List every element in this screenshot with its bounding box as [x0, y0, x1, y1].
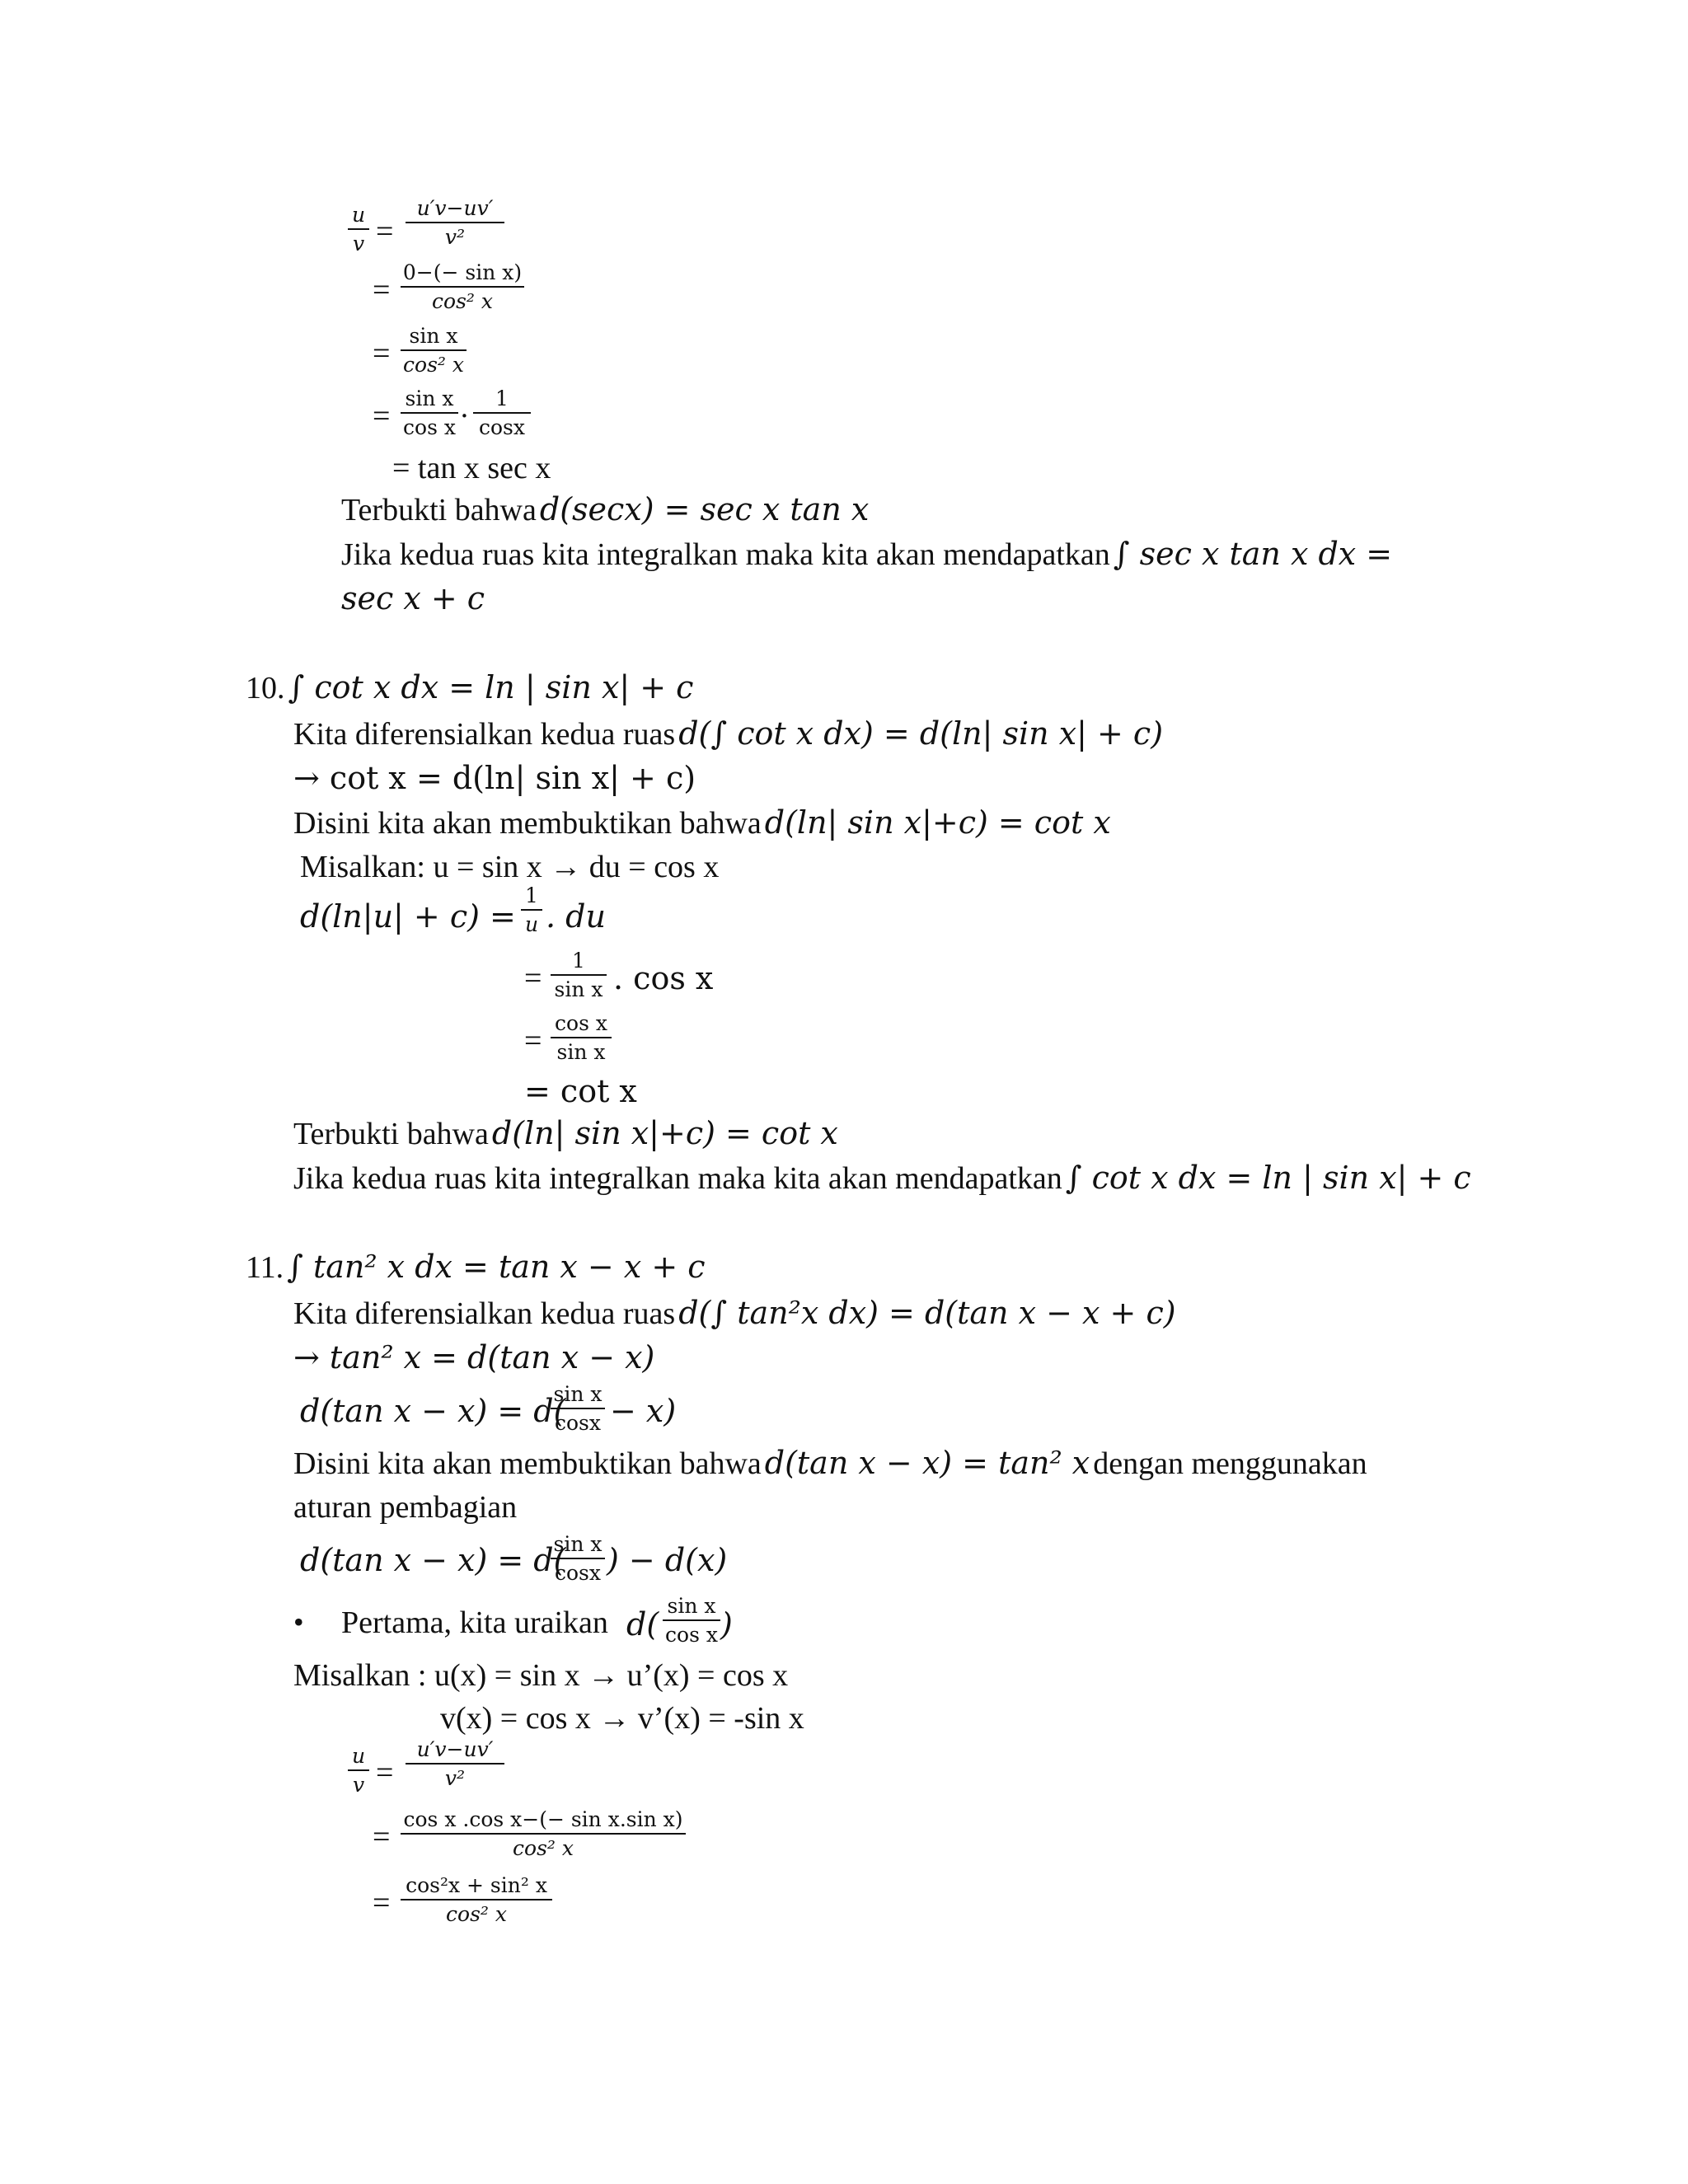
d-tan-split-lhs: d(tan x − x) = d(	[300, 1542, 566, 1578]
step-result: = tan x sec x	[392, 451, 551, 485]
u-symbol: u	[351, 1744, 366, 1768]
prove-line-cont: aturan pembagian	[293, 1490, 518, 1525]
v-symbol: v	[352, 232, 365, 255]
substitution-line: Misalkan : u(x) = sin x → u’(x) = cos x	[293, 1658, 789, 1693]
bullet-text: Pertama, kita uraikan	[341, 1605, 608, 1640]
u-symbol: u	[351, 203, 366, 227]
sin-over-cos-fraction: sin x cosx	[551, 1384, 605, 1433]
bullet-close: )	[720, 1606, 733, 1643]
substitution-line: Misalkan: u = sin x → du = cos x	[300, 850, 720, 884]
v-symbol: v	[352, 1773, 365, 1797]
equals-sign: =	[373, 336, 391, 371]
differentiate-line: Kita diferensialkan kedua ruas d(∫ tan²x dx) = d(tan x − x + c)	[293, 1295, 1176, 1331]
equals-sign: =	[376, 214, 394, 249]
u-over-v-fraction	[348, 1746, 369, 1795]
integral-line: Jika kedua ruas kita integralkan maka kita akan mendapatkan ∫ cot x dx = ln | sin x| + c	[293, 1160, 1471, 1196]
arrow-line: → tan² x = d(tan x − x)	[293, 1339, 655, 1376]
one-over-u-fraction: 1 u	[521, 885, 542, 935]
du-term: . du	[546, 898, 606, 935]
substitution-line-v: v(x) = cos x → v’(x) = -sin x	[440, 1701, 804, 1736]
minus-dx-term: ) − d(x)	[607, 1542, 728, 1578]
step-result: = cot x	[524, 1073, 637, 1109]
proof-line: Terbukti bahwa d(secx) = sec x tan x	[341, 491, 870, 527]
step-fraction: 1 cosx	[473, 388, 531, 438]
equals-sign: =	[524, 961, 542, 996]
quotient-rule-fraction: u′v−uv′ v²	[406, 198, 504, 247]
integral-line: Jika kedua ruas kita integralkan maka kita akan mendapatkan ∫ sec x tan x dx =	[341, 536, 1393, 572]
item-11-heading: 11. ∫ tan² x dx = tan x − x + c	[246, 1249, 706, 1285]
proof-line: Terbukti bahwa d(ln| sin x|+c) = cot x	[293, 1115, 838, 1151]
equals-sign: =	[373, 273, 391, 307]
step-fraction: cos²x + sin² x cos² x	[401, 1875, 552, 1924]
equals-sign: =	[524, 1024, 542, 1058]
bullet-icon: •	[293, 1605, 304, 1638]
step-fraction: sin x cos x	[401, 388, 458, 438]
step-fraction: 0−(− sin x) cos² x	[401, 262, 524, 312]
bullet-math: d(	[626, 1606, 659, 1643]
multiply-dot: .	[460, 391, 469, 424]
step-fraction: 1 sin x	[551, 950, 607, 1000]
equals-sign: =	[376, 1755, 394, 1790]
u-over-v-fraction	[348, 204, 369, 254]
minus-x-term: − x)	[610, 1393, 677, 1429]
step-fraction: sin x cos² x	[401, 326, 467, 375]
equals-sign: =	[373, 1886, 391, 1920]
integral-line-cont: sec x + c	[341, 580, 485, 616]
equals-sign: =	[373, 1820, 391, 1854]
sin-over-cos-fraction: sin x cosx	[551, 1534, 605, 1583]
equals-sign: =	[373, 399, 391, 434]
step-fraction: cos x sin x	[551, 1013, 612, 1062]
prove-line: Disini kita akan membuktikan bahwa d(ln| sin x|+c) = cot x	[293, 804, 1111, 841]
step-fraction: cos x .cos x−(− sin x.sin x) cos² x	[401, 1809, 686, 1858]
dln-lhs: d(ln|u| + c) =	[300, 898, 516, 935]
d-tan-lhs: d(tan x − x) = d(	[300, 1393, 566, 1429]
quotient-rule-fraction: u′v−uv′ v²	[406, 1739, 504, 1788]
sin-over-cos-fraction: sin x cos x	[663, 1596, 720, 1645]
differentiate-line: Kita diferensialkan kedua ruas d(∫ cot x dx) = d(ln| sin x| + c)	[293, 715, 1164, 752]
cos-term: . cos x	[613, 960, 714, 996]
prove-line: Disini kita akan membuktikan bahwa d(tan x − x) = tan² x dengan menggunakan	[293, 1445, 1367, 1481]
arrow-line: → cot x = d(ln| sin x| + c)	[293, 760, 696, 796]
item-10-heading: 10. ∫ cot x dx = ln | sin x| + c	[246, 669, 694, 705]
